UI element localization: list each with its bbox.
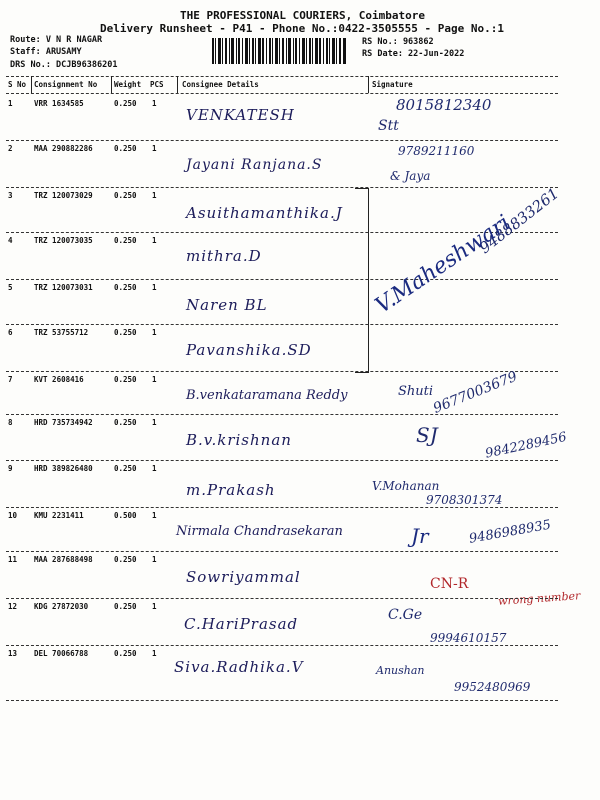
row-weight: 0.250 [114, 328, 137, 337]
row-weight: 0.250 [114, 191, 137, 200]
table-row [6, 325, 558, 371]
col-divider [177, 76, 178, 93]
row-consignee: Sowriyammal [186, 568, 301, 586]
row-consignee: Asuithamanthika.J [186, 204, 343, 222]
col-consignee: Consignee Details [182, 80, 259, 89]
row-consignment: TRZ 120073035 [34, 236, 93, 245]
rs-date: RS Date: 22-Jun-2022 [362, 49, 465, 59]
row-consignment: KDG 27872030 [34, 602, 89, 611]
header-bottom-rule [6, 93, 558, 94]
row-sno: 10 [8, 511, 18, 520]
drs-label: DRS No.: DCJB96386201 [10, 60, 118, 70]
row-consignment: MAA 287688498 [34, 555, 93, 564]
col-sno: S No [8, 80, 27, 89]
row-pcs: 1 [152, 144, 157, 153]
row-signature-mark: SJ [416, 423, 438, 447]
row-pcs: 1 [152, 236, 157, 245]
barcode [212, 38, 346, 64]
row-pcs: 1 [152, 418, 157, 427]
row-consignee: VENKATESH [186, 106, 295, 124]
row-consignee: Jayani Ranjana.S [186, 157, 323, 173]
row-sno: 5 [8, 283, 13, 292]
row-sno: 7 [8, 375, 13, 384]
row-sno: 2 [8, 144, 13, 153]
rs-number: RS No.: 963862 [362, 37, 434, 47]
col-pcs: PCS [150, 80, 164, 89]
row-consignment: HRD 735734942 [34, 418, 93, 427]
row-weight: 0.250 [114, 144, 137, 153]
row-weight: 0.250 [114, 555, 137, 564]
row-sno: 13 [8, 649, 18, 658]
row-signature: 9486988935 [468, 517, 553, 547]
row-consignment: VRR 1634585 [34, 99, 84, 108]
row-consignee: Pavanshika.SD [186, 341, 312, 359]
row-signature: CN-R [430, 576, 469, 592]
row-consignment: KVT 2608416 [34, 375, 84, 384]
row-sno: 6 [8, 328, 13, 337]
row-signature-mark: V.Mohanan [372, 479, 440, 493]
row-weight: 0.250 [114, 649, 137, 658]
row-signature: 9708301374 [426, 493, 503, 507]
row-weight: 0.250 [114, 418, 137, 427]
row-sno: 9 [8, 464, 13, 473]
col-divider [111, 76, 112, 93]
table-row [6, 599, 558, 645]
row-signature: 9994610157 [430, 631, 507, 645]
wrong-number-note: wrong number [497, 589, 581, 608]
row-consignee: C.HariPrasad [184, 615, 299, 633]
row-signature: 9842289456 [484, 429, 569, 462]
row-consignee: Siva.Radhika.V [174, 658, 304, 676]
row-pcs: 1 [152, 191, 157, 200]
row-sno: 11 [8, 555, 18, 564]
row-signature-mark: Anushan [376, 664, 425, 677]
row-consignment: TRZ 120073029 [34, 191, 93, 200]
row-signature-mark: Shuti [398, 384, 434, 399]
row-weight: 0.250 [114, 602, 137, 611]
table-row [6, 415, 569, 462]
row-sno: 3 [8, 191, 13, 200]
row-pcs: 1 [152, 649, 157, 658]
table-row [6, 96, 558, 140]
row-consignee: Nirmala Chandrasekaran [176, 524, 343, 539]
col-weight: Weight [114, 80, 142, 89]
row-signature: 9488833261 [476, 184, 563, 258]
row-signature: 9789211160 [398, 144, 475, 158]
table-row [6, 461, 558, 507]
row-pcs: 1 [152, 602, 157, 611]
row-consignment: DEL 70066788 [34, 649, 89, 658]
row-pcs: 1 [152, 375, 157, 384]
runsheet-title: Delivery Runsheet - P41 - Phone No.:0422-3505555 - Page No.:1 [100, 22, 504, 35]
row-signature-mark: Stt [378, 118, 399, 134]
row-weight: 0.250 [114, 99, 137, 108]
row-consignee: B.v.krishnan [186, 431, 292, 449]
row-signature: 9952480969 [454, 680, 531, 694]
col-divider [368, 76, 369, 93]
row-pcs: 1 [152, 464, 157, 473]
table-row [6, 646, 558, 700]
route-label: Route: V N R NAGAR [10, 35, 103, 45]
row-weight: 0.250 [114, 464, 137, 473]
row-pcs: 1 [152, 511, 157, 520]
table-row [6, 508, 558, 551]
row-weight: 0.250 [114, 283, 137, 292]
row-signature: 9677003679 [431, 368, 520, 417]
col-divider [31, 76, 32, 93]
row-consignment: HRD 389826480 [34, 464, 93, 473]
staff-label: Staff: ARUSAMY [10, 47, 82, 57]
group-signature: V.Maheshwari [371, 210, 516, 319]
col-signature: Signature [372, 80, 413, 89]
table-row [6, 280, 558, 324]
row-sno: 12 [8, 602, 18, 611]
table-header [6, 76, 558, 93]
row-consignee: B.venkataramana Reddy [186, 388, 348, 403]
row-consignment: TRZ 120073031 [34, 283, 93, 292]
table-row [6, 368, 558, 417]
row-weight: 0.500 [114, 511, 137, 520]
row-sno: 1 [8, 99, 13, 108]
row-consignee: mithra.D [186, 247, 262, 265]
row-signature-mark: Jr [411, 524, 429, 548]
barcode-graphic [212, 38, 346, 64]
row-signature: 8015812340 [396, 96, 492, 114]
table-row [6, 141, 558, 187]
row-signature-mark: & Jaya [390, 169, 431, 183]
row-consignment: KMU 2231411 [34, 511, 84, 520]
row-sno: 4 [8, 236, 13, 245]
row-consignment: MAA 290882286 [34, 144, 93, 153]
company-name: THE PROFESSIONAL COURIERS, Coimbatore [180, 9, 426, 22]
row-separator [6, 700, 558, 701]
row-weight: 0.250 [114, 236, 137, 245]
col-consignment: Consignment No [34, 80, 98, 89]
row-consignee: Naren BL [186, 296, 268, 314]
row-pcs: 1 [152, 555, 157, 564]
row-consignee: m.Prakash [186, 481, 276, 499]
row-sno: 8 [8, 418, 13, 427]
row-weight: 0.250 [114, 375, 137, 384]
row-consignment: TRZ 53755712 [34, 328, 89, 337]
row-pcs: 1 [152, 283, 157, 292]
row-signature-mark: C.Ge [388, 607, 423, 623]
row-pcs: 1 [152, 99, 157, 108]
table-row [6, 188, 558, 232]
row-pcs: 1 [152, 328, 157, 337]
